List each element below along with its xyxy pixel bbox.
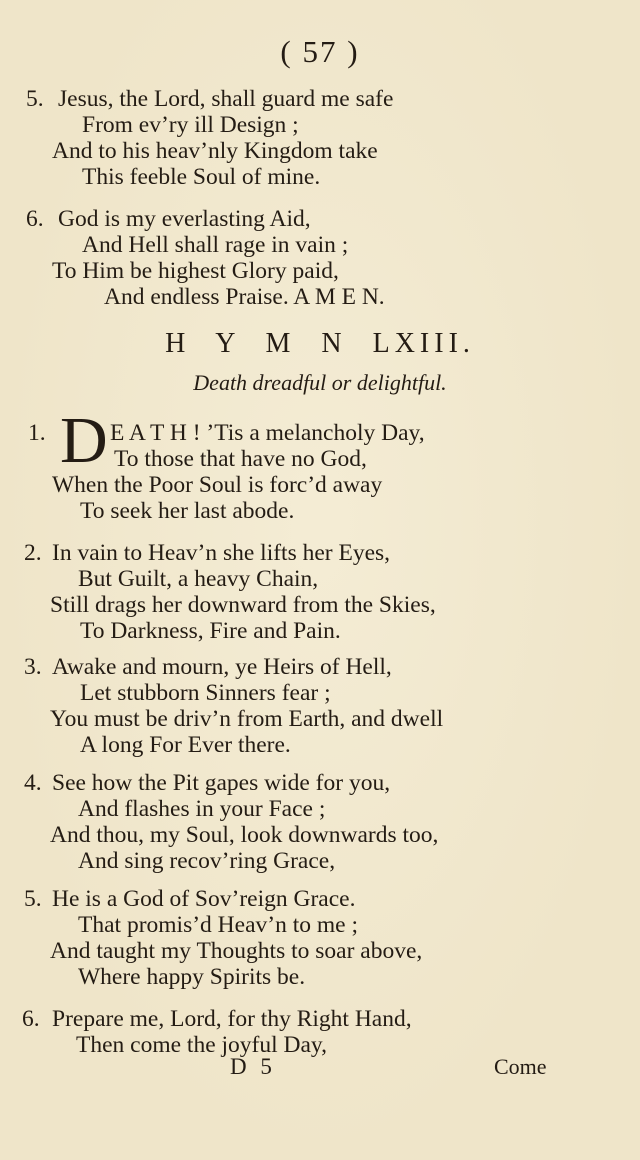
verse-line: That promis’d Heav’n to me ; <box>78 912 358 938</box>
verse-line: Then come the joyful Day, <box>76 1032 328 1058</box>
stanza-number: 1. <box>28 420 46 446</box>
verse-line: To those that have no God, <box>114 446 367 472</box>
stanza-number: 5. <box>24 886 42 912</box>
stanza-number: 5. <box>26 86 44 112</box>
verse-line: See how the Pit gapes wide for you, <box>52 770 391 796</box>
verse-line: And taught my Thoughts to soar above, <box>50 938 423 964</box>
verse-line: You must be driv’n from Earth, and dwell <box>50 706 444 732</box>
stanza-number: 4. <box>24 770 42 796</box>
verse-line: Awake and mourn, ye Heirs of Hell, <box>52 654 392 680</box>
verse-line: In vain to Heav’n she lifts her Eyes, <box>52 540 391 566</box>
verse-line: To Darkness, Fire and Pain. <box>80 618 341 644</box>
verse-line: When the Poor Soul is forc’d away <box>52 472 383 498</box>
page-number: ( 57 ) <box>280 34 360 69</box>
verse-line: And Hell shall rage in vain ; <box>82 232 349 258</box>
stanza-number: 2. <box>24 540 42 566</box>
verse-line: And thou, my Soul, look downwards too, <box>50 822 439 848</box>
verse-line: This feeble Soul of mine. <box>82 164 321 190</box>
catchword: Come <box>494 1054 547 1079</box>
verse-line: And to his heav’nly Kingdom take <box>52 138 378 164</box>
verse-line: Still drags her downward from the Skies, <box>50 592 436 618</box>
verse-line: Where happy Spirits be. <box>78 964 306 990</box>
signature-mark: D 5 <box>230 1054 276 1079</box>
stanza-number: 6. <box>26 206 44 232</box>
verse-line: To seek her last abode. <box>80 498 295 524</box>
drop-cap: D <box>60 404 108 477</box>
verse-line: And flashes in your Face ; <box>78 796 326 822</box>
verse-line: Jesus, the Lord, shall guard me safe <box>58 86 394 112</box>
verse-line: Prepare me, Lord, for thy Right Hand, <box>52 1006 412 1032</box>
stanza-number: 6. <box>22 1006 40 1032</box>
verse-line: To Him be highest Glory paid, <box>52 258 339 284</box>
stanza-number: 3. <box>24 654 42 680</box>
verse-line: And endless Praise. A M E N. <box>104 284 385 310</box>
verse-line: He is a God of Sov’reign Grace. <box>52 886 356 912</box>
hymn-subtitle: Death dreadful or delightful. <box>193 370 447 395</box>
verse-line: God is my everlasting Aid, <box>58 206 311 232</box>
verse-line: But Guilt, a heavy Chain, <box>78 566 319 592</box>
verse-line: A long For Ever there. <box>80 732 291 758</box>
verse-line: Let stubborn Sinners fear ; <box>80 680 331 706</box>
verse-line: E A T H ! ’Tis a melancholy Day, <box>110 420 425 446</box>
hymn-title: H Y M N LXIII. <box>165 328 475 359</box>
verse-line: And sing recov’ring Grace, <box>78 848 336 874</box>
verse-line: From ev’ry ill Design ; <box>82 112 299 138</box>
